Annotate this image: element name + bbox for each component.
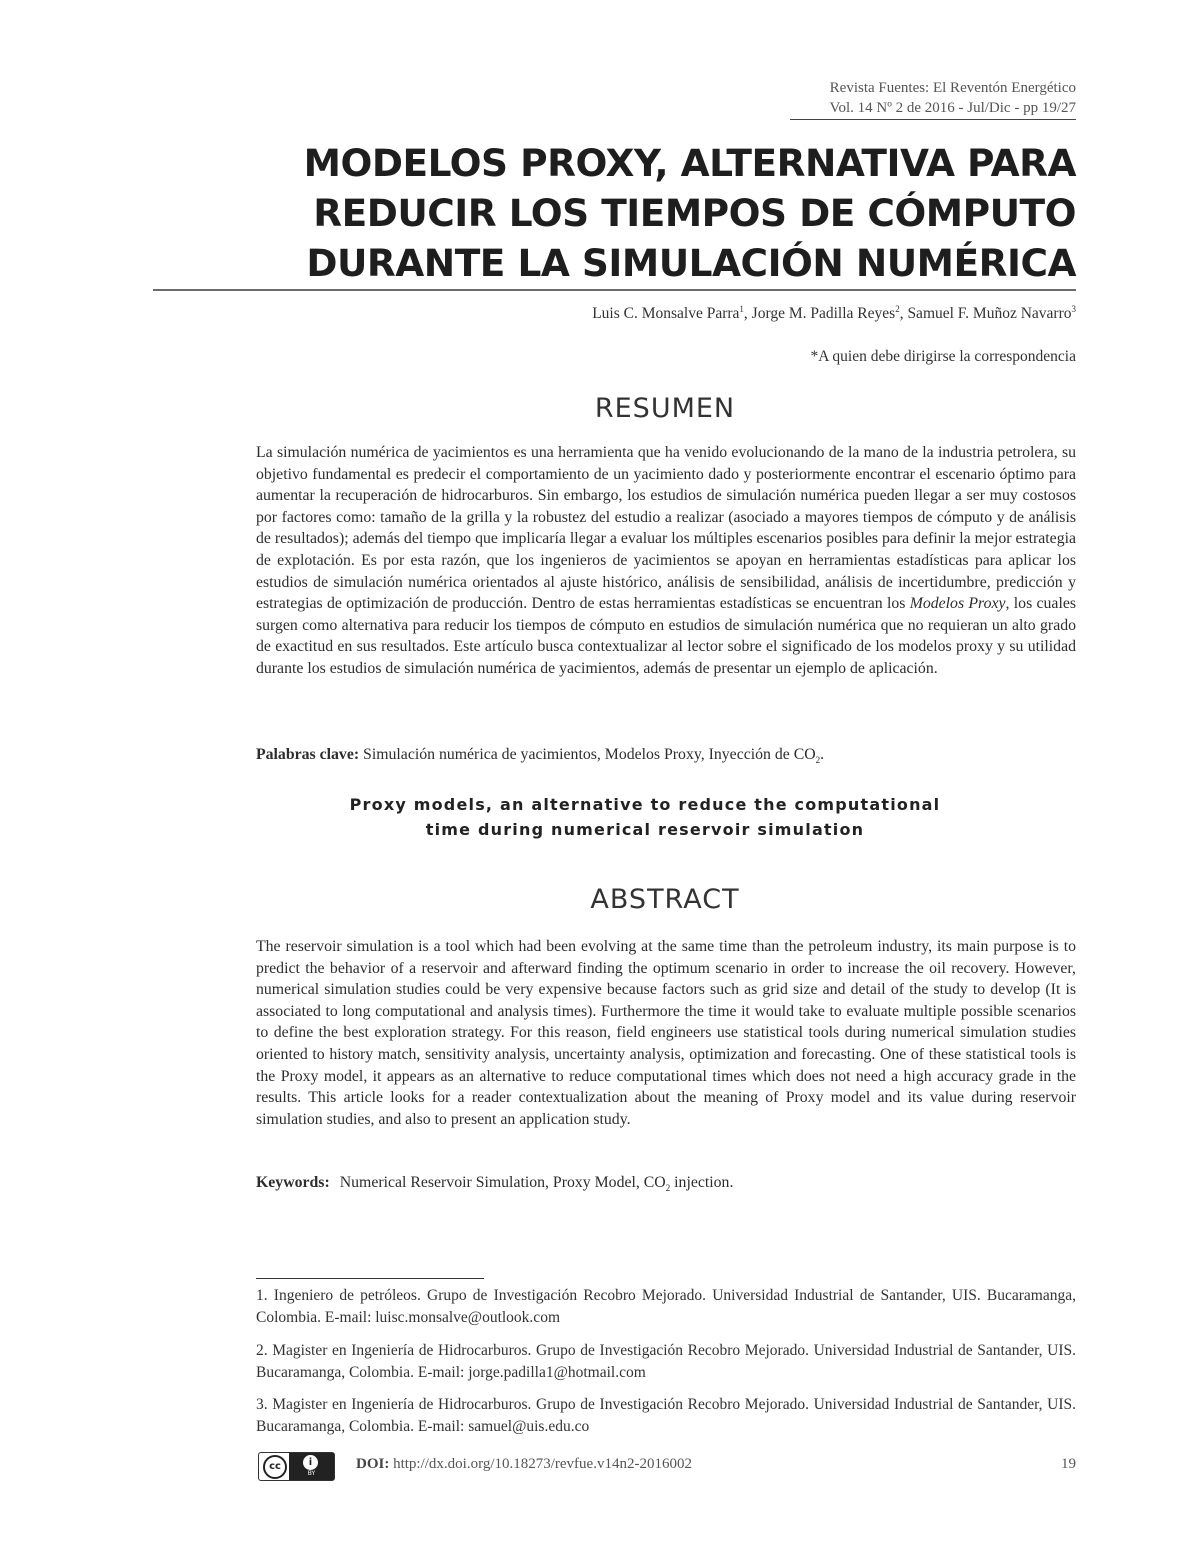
- palabras-clave-label: Palabras clave:: [256, 746, 360, 763]
- journal-name: Revista Fuentes: El Reventón Energético: [829, 80, 1076, 96]
- resumen-heading: RESUMEN: [594, 393, 736, 424]
- keywords-text: Numerical Reservoir Simulation, Proxy Model, CO: [339, 1174, 666, 1191]
- author-separator: ,: [743, 305, 752, 323]
- title-line-2: REDUCIR LOS TIEMPOS DE CÓMPUTO: [313, 191, 1076, 235]
- palabras-clave-end: .: [820, 746, 825, 763]
- cc-by-icon[interactable]: [258, 1452, 335, 1481]
- author-3-affiliation: 3: [1071, 304, 1076, 314]
- resumen-paragraph: [256, 442, 1076, 680]
- journal-header: [830, 78, 1076, 118]
- footnote-rule: [256, 1278, 484, 1279]
- resumen-text-part-2: , los cuales surgen como alternativa para reducir los tiempos de cómputo en estudios de simulación numérica que no requieran un alto grado de exactitud en sus resultados. Este artículo busca contextualizar al lector sobre el significado de los modelos proxy y su utilidad durante los estudios de simulación numérica de yacimientos, además de presentar un ejemplo de aplicación.: [256, 595, 1076, 677]
- by-label: BY: [307, 1470, 316, 1477]
- by-block: [289, 1453, 334, 1480]
- footnote-1: 1. Ingeniero de petróleos. Grupo de Investigación Recobro Mejorado. Universidad Industrial de Santander, UIS. Bucaramanga, Colombia. E-mail: luisc.monsalve@outlook.com: [256, 1287, 1076, 1326]
- english-title-line-1: Proxy models, an alternative to reduce the computational: [349, 795, 941, 814]
- author-list: [592, 304, 1076, 323]
- doi-link[interactable]: http://dx.doi.org/10.18273/revfue.v14n2-2016002: [389, 1456, 692, 1472]
- title-line-3: DURANTE LA SIMULACIÓN NUMÉRICA: [306, 241, 1076, 285]
- palabras-clave-text: Simulación numérica de yacimientos, Modelos Proxy, Inyección de CO: [359, 746, 816, 763]
- page-title: [176, 138, 1076, 288]
- title-rule: [153, 289, 1076, 291]
- journal-rule: [790, 119, 1076, 120]
- author-separator: ,: [899, 305, 908, 323]
- journal-volume: Vol. 14 Nº 2 de 2016 - Jul/Dic - pp 19/27: [829, 100, 1076, 116]
- author-1-affiliation: 1: [739, 304, 744, 314]
- author-2-affiliation: 2: [895, 304, 900, 314]
- abstract-paragraph: The reservoir simulation is a tool which had been evolving at the same time than the petroleum industry, its main purpose is to predict the behavior of a reservoir and afterward finding the optimum scenario in order to increase the oil recovery. However, numerical simulation studies could be very expensive because factors such as grid size and detail of the study to develop (It is associated to long computational and analysis times). Furthermore the time it would take to evaluate multiple possible scenarios to define the best exploration strategy. For this reason, field engineers use statistical tools during numerical simulation studies oriented to history match, sensitivity analysis, uncertainty analysis, optimization and forecasting. One of these statistical tools is the Proxy model, it appears as an alternative to reduce computational times which does not need a high accuracy grade in the results. This article looks for a reader contextualization about the meaning of Proxy model and its value during reservoir simulation studies, and also to present an application study.: [256, 938, 1076, 1128]
- palabras-clave-subscript: 2: [815, 755, 821, 766]
- abstract-heading: ABSTRACT: [590, 884, 740, 915]
- author-2: Jorge M. Padilla Reyes: [751, 305, 896, 323]
- keywords-label: Keywords:: [256, 1174, 330, 1191]
- doi-label: DOI:: [356, 1456, 390, 1472]
- page-number: 19: [1061, 1456, 1076, 1472]
- keywords-subscript: 2: [665, 1183, 671, 1194]
- person-icon: i: [303, 1455, 318, 1470]
- english-title-line-2: time during numerical reservoir simulation: [425, 820, 865, 839]
- correspondence-note: *A quien debe dirigirse la correspondencia: [810, 348, 1076, 365]
- palabras-clave: [256, 746, 1076, 765]
- author-1: Luis C. Monsalve Parra: [592, 305, 740, 323]
- resumen-text-part-1: La simulación numérica de yacimientos es una herramienta que ha venido evolucionando de la mano de la industria petrolera, su objetivo fundamental es predecir el comportamiento de un yacimiento dado y posteriormente encontrar el escenario óptimo para aumentar la recuperación de hidrocarburos. Sin embargo, los estudios de simulación numérica pueden llegar a ser muy costosos por factores como: tamaño de la grilla y la robustez del estudio a realizar (asociado a mayores tiempos de cómputo y de análisis de resultados); además del tiempo que implicaría llegar a evaluar los múltiples escenarios posibles para definir la mejor estrategia de explotación. Es por esta razón, que los ingenieros de yacimientos se apoyan en herramientas estadísticas para aplicar los estudios de simulación numérica orientados al ajuste histórico, análisis de sensibilidad, análisis de incertidumbre, predicción y estrategias de optimización de producción. Dentro de estas herramientas estadísticas se encuentran los: [256, 444, 1076, 613]
- doi-line: [356, 1456, 692, 1473]
- footnote-2: 2. Magister en Ingeniería de Hidrocarburos. Grupo de Investigación Recobro Mejorado. Universidad Industrial de Santander, UIS. Bucaramanga, Colombia. E-mail: jorge.padilla1@hotmail.com: [256, 1342, 1076, 1381]
- footnote-3: 3. Magister en Ingeniería de Hidrocarburos. Grupo de Investigación Recobro Mejorado. Universidad Industrial de Santander, UIS. Bucaramanga, Colombia. E-mail: samuel@uis.edu.co: [256, 1396, 1076, 1435]
- keywords: [256, 1174, 1076, 1193]
- author-3: Samuel F. Muñoz Navarro: [907, 305, 1072, 323]
- cc-icon: cc: [263, 1455, 287, 1479]
- english-title: [0, 792, 1200, 842]
- resumen-text-italic: Modelos Proxy: [909, 595, 1006, 613]
- keywords-end: injection.: [670, 1174, 734, 1191]
- title-line-1: MODELOS PROXY, ALTERNATIVA PARA: [303, 141, 1076, 185]
